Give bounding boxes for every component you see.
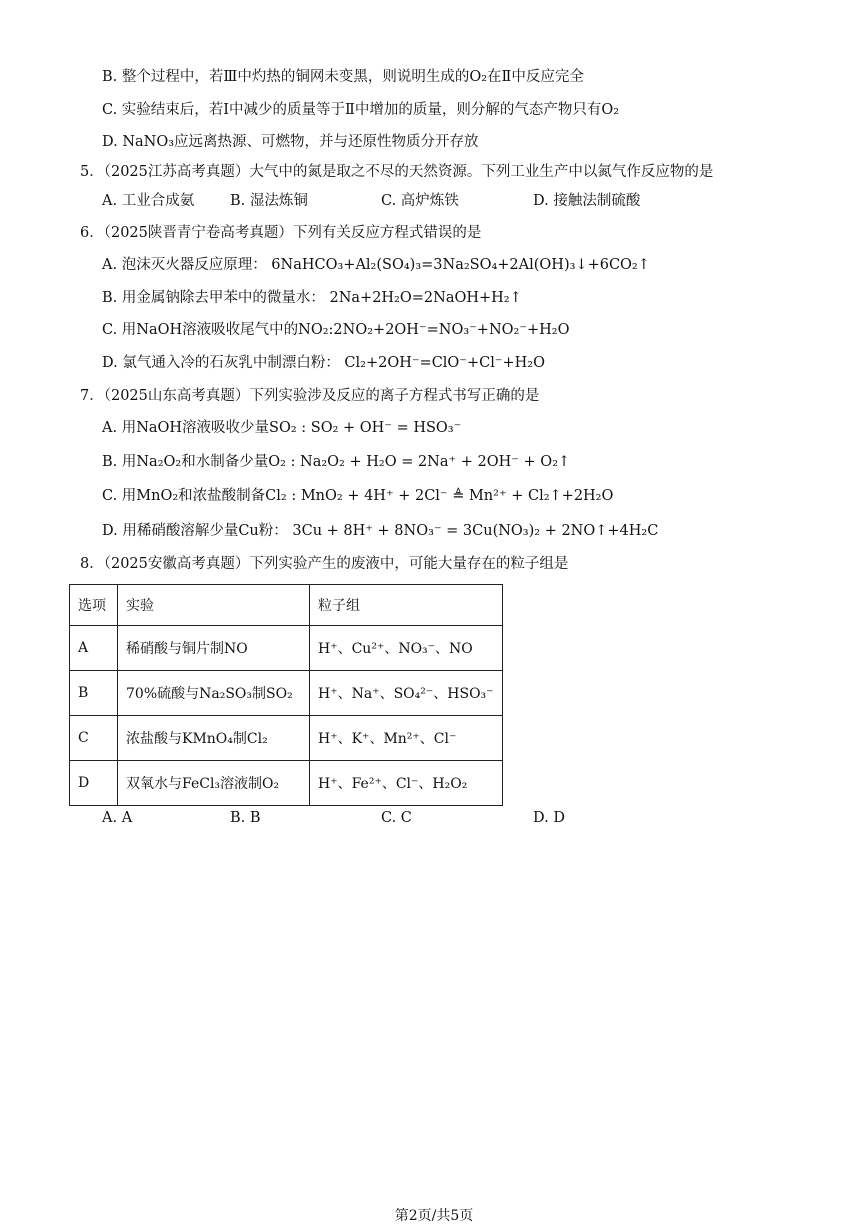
q6-option-b: B. 用金属钠除去甲苯中的微量水： 2Na+2H₂O=2NaOH+H₂↑ (102, 290, 522, 306)
table-row (70, 761, 503, 806)
table-header-cell: 选项 (70, 585, 118, 626)
q5-option-a: A. 工业合成氨 (102, 193, 195, 209)
q6-option-d: D. 氯气通入冷的石灰乳中制漂白粉： Cl₂+2OH⁻=ClO⁻+Cl⁻+H₂O (102, 355, 545, 371)
q6-option-c: C. 用NaOH溶液吸收尾气中的NO₂:2NO₂+2OH⁻=NO₃⁻+NO₂⁻+H₂O (102, 322, 570, 338)
table-row (70, 671, 503, 716)
q7-stem: 7．（2025山东高考真题）下列实验涉及反应的离子方程式书写正确的是 (80, 388, 540, 404)
q8-option-c: C. C (381, 810, 412, 826)
table-header-cell: 实验 (118, 585, 310, 626)
table-cell: H⁺、Cu²⁺、NO₃⁻、NO (310, 626, 503, 671)
table-header-row (70, 585, 503, 626)
table-header-cell: 粒子组 (310, 585, 503, 626)
table-row (70, 626, 503, 671)
q5-option-b: B. 湿法炼铜 (230, 193, 308, 209)
table-cell: B (70, 671, 118, 716)
q6-option-a: A. 泡沫灭火器反应原理： 6NaHCO₃+Al₂(SO₄)₃=3Na₂SO₄+2Al(OH)₃↓+6CO₂↑ (102, 257, 650, 273)
q4-option-c: C. 实验结束后，若Ⅰ中减少的质量等于Ⅱ中增加的质量，则分解的气态产物只有O₂ (102, 102, 620, 118)
q4-option-d: D. NaNO₃应远离热源、可燃物，并与还原性物质分开存放 (102, 134, 479, 150)
q8-table (69, 584, 503, 806)
q8-option-d: D. D (533, 810, 565, 826)
table-cell: H⁺、Na⁺、SO₄²⁻、HSO₃⁻ (310, 671, 503, 716)
table-cell: H⁺、Fe²⁺、Cl⁻、H₂O₂ (310, 761, 503, 806)
table-cell: C (70, 716, 118, 761)
table-cell: 稀硝酸与铜片制NO (118, 626, 310, 671)
q8-option-b: B. B (230, 810, 261, 826)
table-row (70, 716, 503, 761)
q5-stem: 5．（2025江苏高考真题）大气中的氮是取之不尽的天然资源。下列工业生产中以氮气作反应物的是 (80, 164, 714, 180)
q7-option-a: A. 用NaOH溶液吸收少量SO₂ : SO₂ + OH⁻ = HSO₃⁻ (102, 420, 462, 436)
page-footer: 第2页/共5页 (394, 1208, 474, 1224)
q6-stem: 6．（2025陕晋青宁卷高考真题）下列有关反应方程式错误的是 (80, 225, 482, 241)
table-cell: 浓盐酸与KMnO₄制Cl₂ (118, 716, 310, 761)
table-cell: 70%硫酸与Na₂SO₃制SO₂ (118, 671, 310, 716)
table-cell: H⁺、K⁺、Mn²⁺、Cl⁻ (310, 716, 503, 761)
table-cell: A (70, 626, 118, 671)
q4-option-b: B. 整个过程中，若Ⅲ中灼热的铜网未变黑，则说明生成的O₂在Ⅱ中反应完全 (102, 69, 584, 85)
q7-option-d: D. 用稀硝酸溶解少量Cu粉： 3Cu + 8H⁺ + 8NO₃⁻ = 3Cu(NO₃)₂ + 2NO↑+4H₂C (102, 523, 659, 539)
q5-option-c: C. 高炉炼铁 (381, 193, 459, 209)
q7-option-b: B. 用Na₂O₂和水制备少量O₂ : Na₂O₂ + H₂O = 2Na⁺ + 2OH⁻ + O₂↑ (102, 454, 571, 470)
q5-option-d: D. 接触法制硫酸 (533, 193, 641, 209)
table-cell: D (70, 761, 118, 806)
q8-option-a: A. A (102, 810, 133, 826)
q7-option-c: C. 用MnO₂和浓盐酸制备Cl₂ : MnO₂ + 4H⁺ + 2Cl⁻ ≜ Mn²⁺ + Cl₂↑+2H₂O (102, 488, 614, 504)
table-cell: 双氧水与FeCl₃溶液制O₂ (118, 761, 310, 806)
q8-stem: 8．（2025安徽高考真题）下列实验产生的废液中，可能大量存在的粒子组是 (80, 556, 569, 572)
